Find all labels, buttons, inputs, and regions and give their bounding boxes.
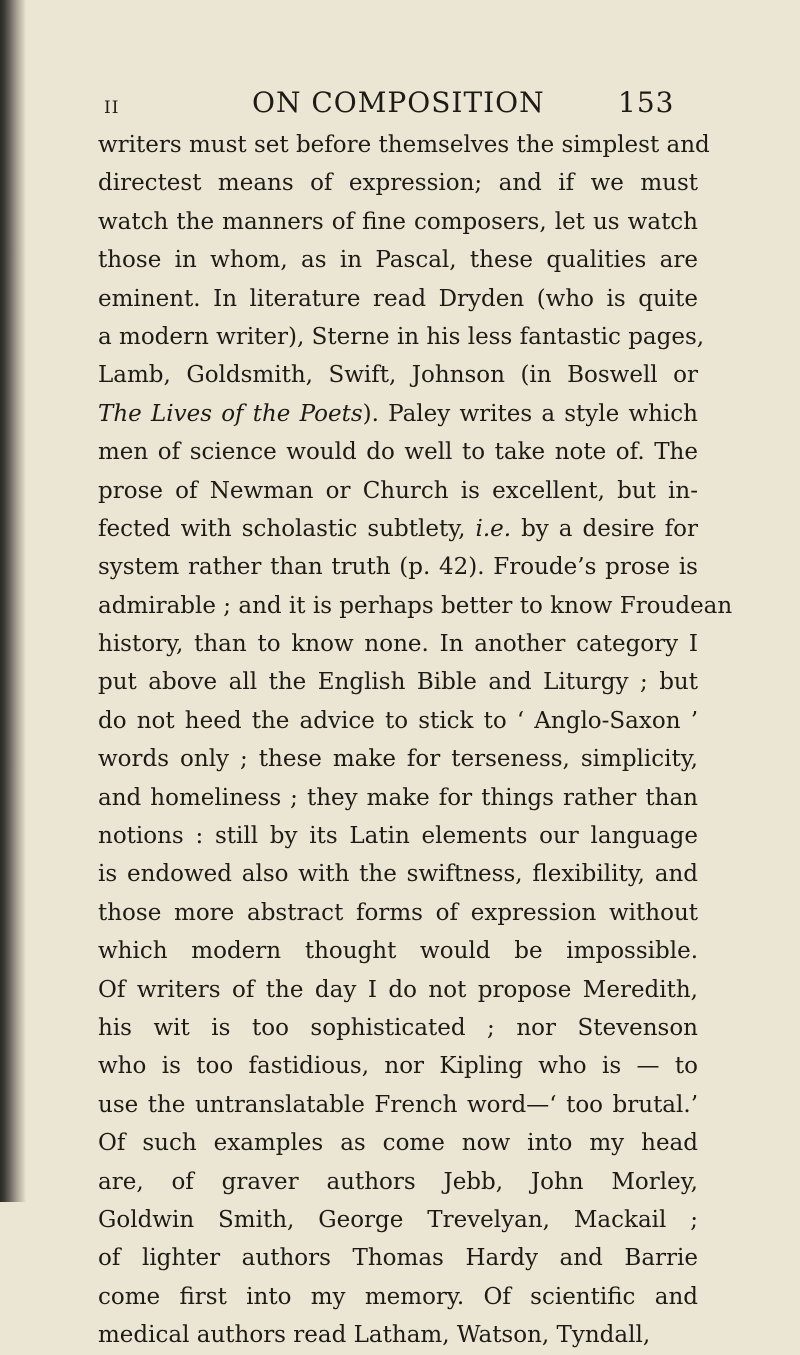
body-text	[98, 126, 733, 1355]
text-line: watch the manners of fine composers, let us watch	[98, 208, 698, 235]
text-line: eminent. In literature read Dryden (who is quite	[98, 285, 698, 312]
text-line: those in whom, as in Pascal, these qualities are	[98, 247, 698, 274]
text-line: put above all the English Bible and Liturgy ; but	[98, 669, 698, 696]
text-segment: ). Paley writes a style which	[362, 400, 698, 427]
italic-text: The Lives of the Poets	[98, 400, 363, 427]
text-line: who is too fastidious, nor Kipling who is — to	[98, 1053, 698, 1080]
page-number: 153	[618, 86, 675, 119]
text-line: use the untranslatable French word—‘ too brutal.’	[98, 1091, 698, 1118]
text-line: notions : still by its Latin elements our language	[98, 823, 698, 850]
text-line: Of such examples as come now into my head	[98, 1130, 698, 1157]
text-line: Of writers of the day I do not propose Meredith,	[98, 976, 698, 1003]
text-line: do not heed the advice to stick to ‘ Anglo-Saxon ’	[98, 707, 698, 734]
text-line: which modern thought would be impossible.	[98, 938, 698, 965]
text-line	[98, 395, 698, 433]
text-line: and homeliness ; they make for things rather than	[98, 784, 698, 811]
text-line: admirable ; and it is perhaps better to know Froudean	[98, 592, 733, 619]
binding-edge	[0, 0, 26, 1202]
running-header	[0, 86, 800, 126]
text-line: men of science would do well to take note of. The	[98, 439, 698, 466]
text-line: system rather than truth (p. 42). Froude’s prose is	[98, 554, 698, 581]
text-line	[98, 510, 698, 548]
text-line: prose of Newman or Church is excellent, but in-	[98, 477, 698, 504]
text-line: Goldwin Smith, George Trevelyan, Mackail ;	[98, 1206, 698, 1233]
text-segment: fected with scholastic subtlety,	[98, 515, 476, 542]
text-line: Lamb, Goldsmith, Swift, Johnson (in Boswell or	[98, 362, 698, 389]
text-line: those more abstract forms of expression without	[98, 899, 698, 926]
text-line: come first into my memory. Of scientific and	[98, 1283, 698, 1310]
text-line: of lighter authors Thomas Hardy and Barrie	[98, 1245, 698, 1272]
text-line: writers must set before themselves the simplest and	[98, 132, 710, 158]
running-title: ON COMPOSITION	[252, 86, 545, 119]
text-line: a modern writer), Sterne in his less fantastic pages,	[98, 323, 705, 350]
text-line: is endowed also with the swiftness, flexibility, and	[98, 861, 698, 888]
text-line: are, of graver authors Jebb, John Morley,	[98, 1168, 698, 1195]
italic-text: i.e.	[475, 515, 512, 542]
text-line: directest means of expression; and if we must	[98, 170, 698, 197]
text-line: medical authors read Latham, Watson, Tyndall,	[98, 1322, 651, 1349]
text-segment: by a desire for	[511, 515, 698, 542]
text-line: his wit is too sophisticated ; nor Stevenson	[98, 1014, 698, 1041]
chapter-number: II	[104, 98, 120, 118]
text-line: history, than to know none. In another category I	[98, 631, 698, 658]
text-line: words only ; these make for terseness, simplicity,	[98, 746, 698, 773]
